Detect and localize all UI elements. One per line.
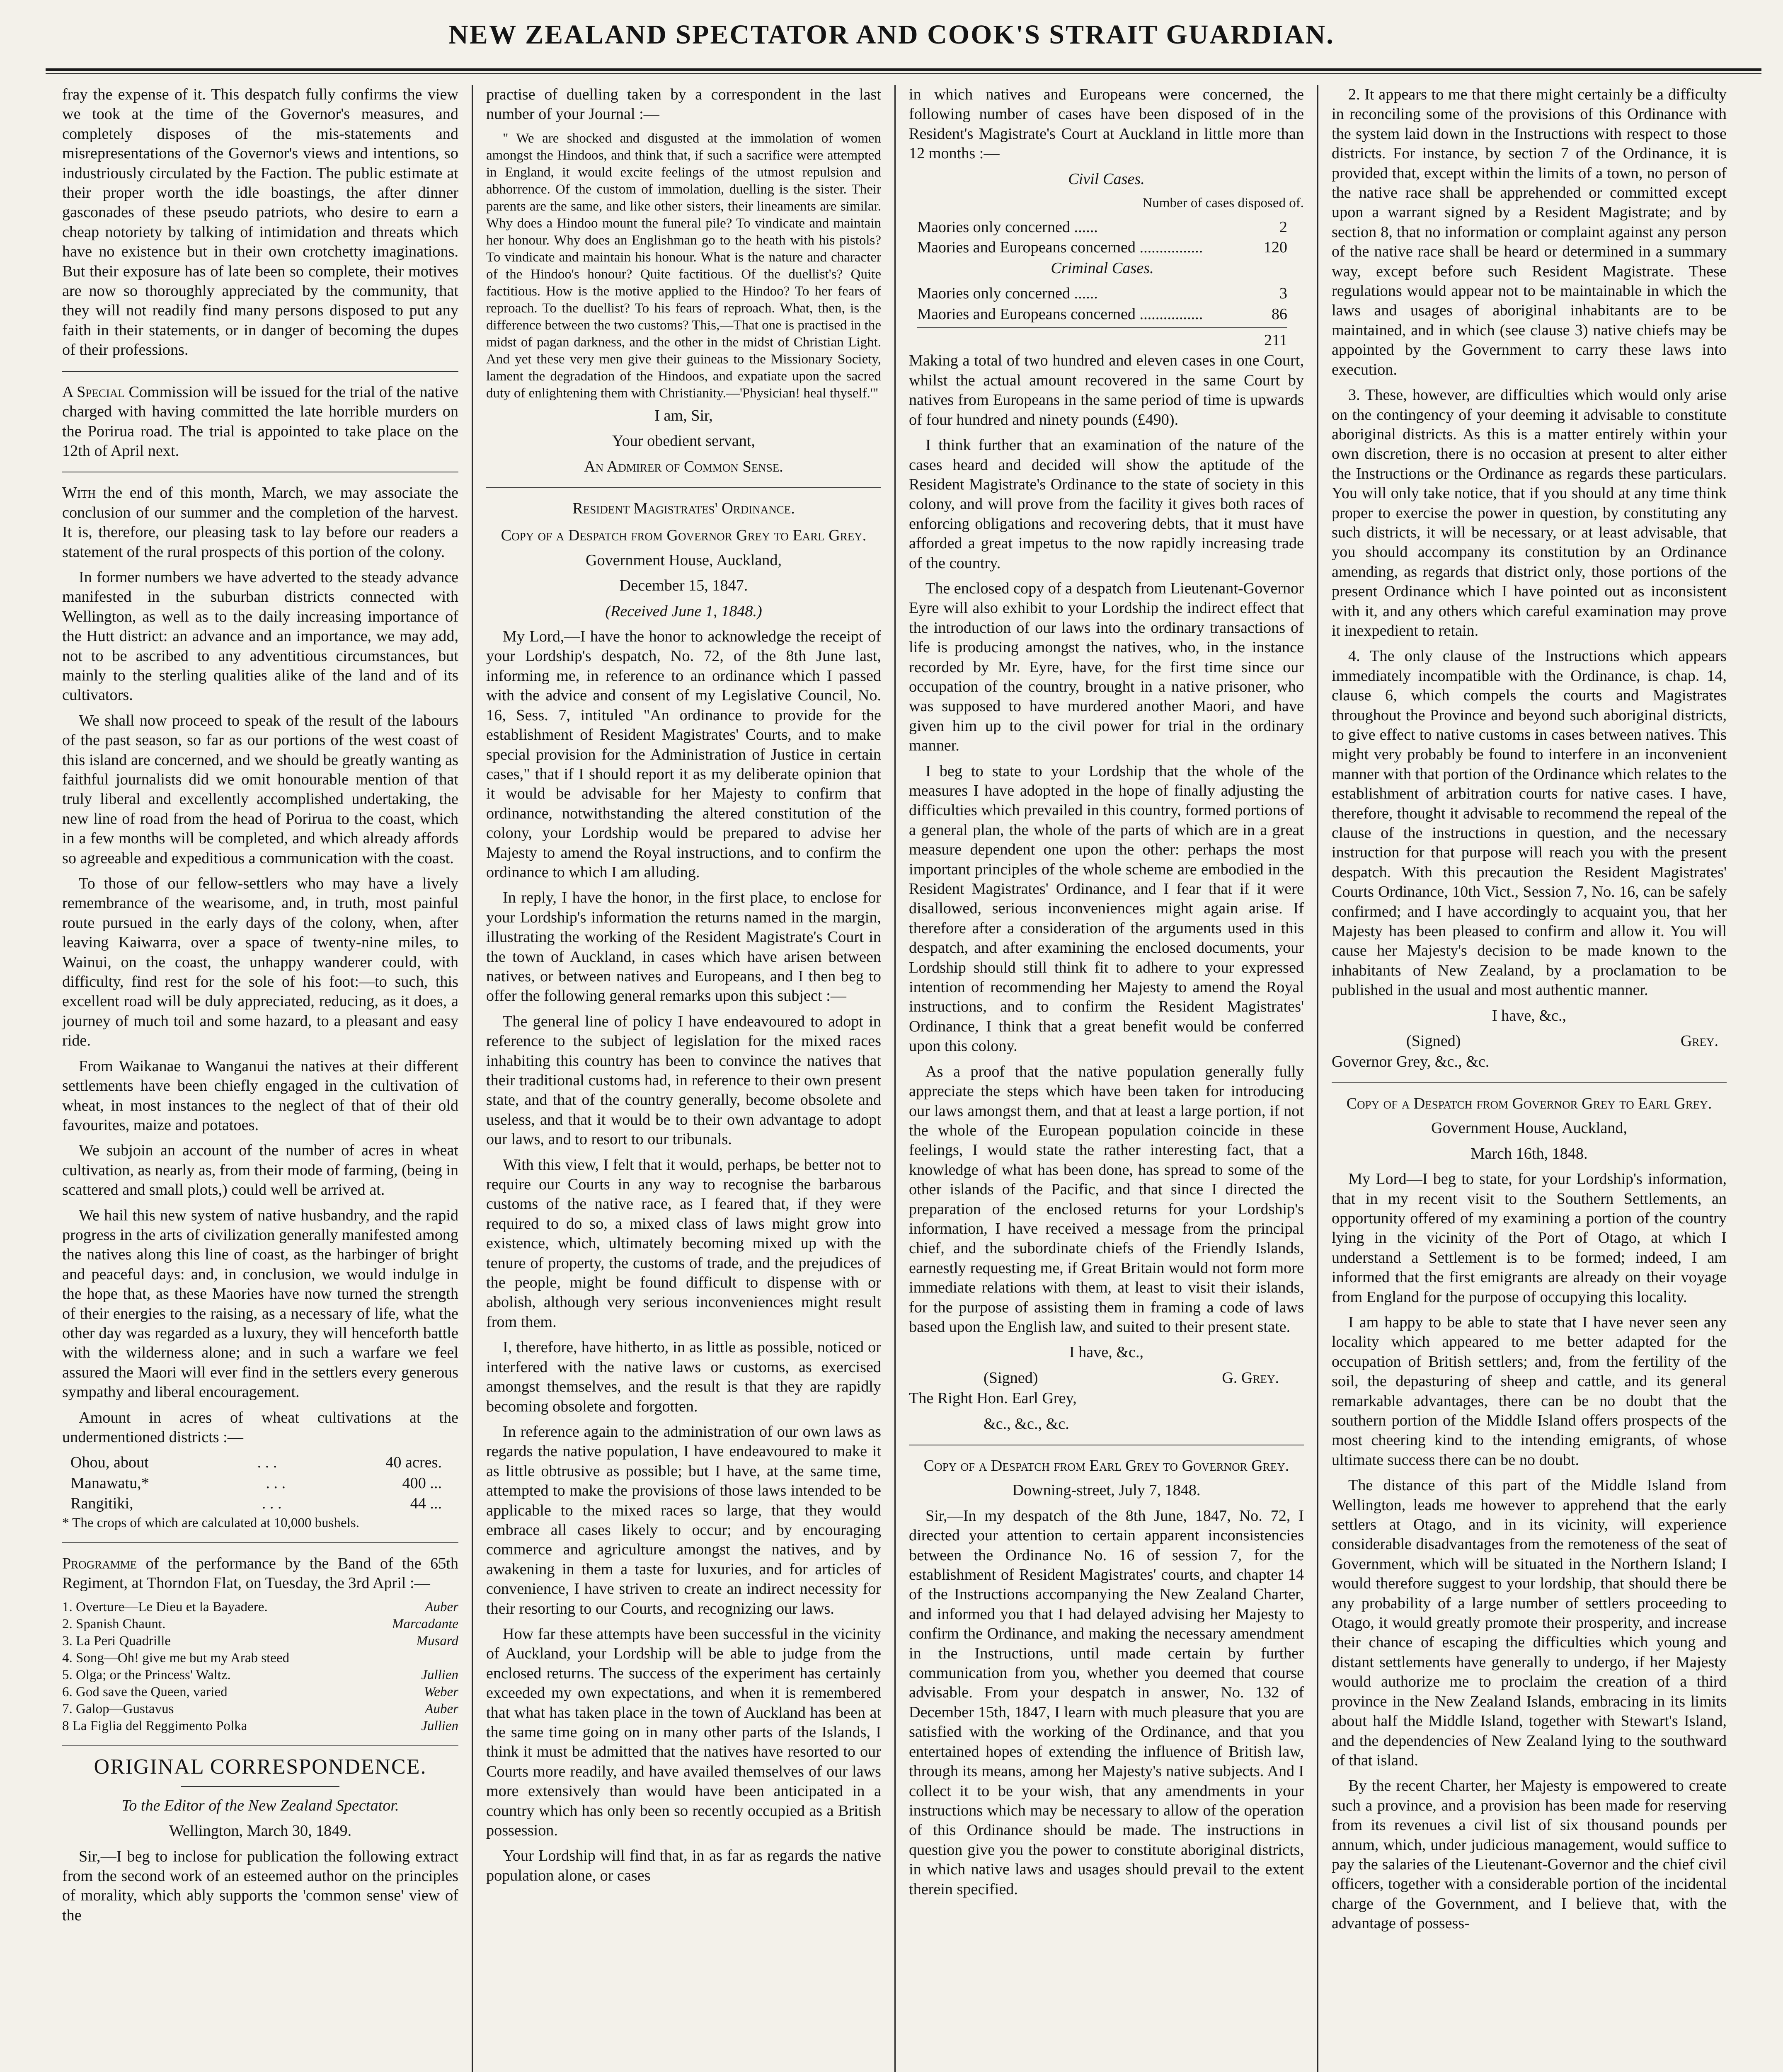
paragraph: By the recent Charter, her Majesty is empowered to create such a province, and a provision has been made for reserving from its revenues a civil list of six thousand pounds per annum, which, under judicious management, would suffice to pay the salaries of the Lieutenant-Governor and the chief civil officers, together with a considerable portion of the incidental charge of the Government, and I believe that, with the advantage of possess- [1332, 1777, 1727, 1932]
paragraph-text: of the performance by the Band of the 65th Regiment, at Thorndon Flat, on Tuesday, the 3rd April :— [62, 1554, 458, 1592]
paragraph: in which natives and Europeans were concerned, the following number of cases have been disposed of in the Resident's Magistrate's Court at Auckland in little more than 12 months :— [909, 86, 1304, 162]
acres-row [70, 1453, 442, 1472]
divider [62, 1542, 458, 1543]
program-title: 1. Overture—Le Dieu et la Bayadere. [62, 1600, 268, 1615]
date-line: December 15, 1847. [619, 577, 748, 595]
program-title: 6. God save the Queen, varied [62, 1685, 228, 1700]
paragraph: I beg to state to your Lordship that the whole of the measures I have adopted in the hope of finally adjusting the difficulties which prevailed in this country, formed portions of a general plan, the whole of the parts of which are in a great measure dependent one upon the other: perhaps the most important principles of the whole scheme are embodied in the Resident Magistrates' Ordinance, and I fear that if it were disallowed, serious inconveniences might again arise. If therefore after a consideration of the arguments used in this despatch, and after examining the enclosed documents, your Lordship should still think fit to adhere to your expressed intention of recommending her Majesty to amend the Royal instructions, and to confirm the Resident Magistrates' Ordinance, I think that a great benefit would be conferred upon this colony. [909, 762, 1304, 1055]
paragraph: In reply, I have the honor, in the first place, to enclose for your Lordship's information the returns named in the margin, illustrating the working of the Resident Magistrate's Court in the town of Auckland, in cases which have arisen between natives, or between natives and Europeans, and I then beg to offer the following general remarks upon this subject :— [486, 889, 881, 1005]
addressee-line: The Right Hon. Earl Grey, [909, 1389, 1077, 1407]
paragraph: Making a total of two hundred and eleven cases in one Court, whilst the actual amount recovered in the same Court by natives from Europeans in the same period of time is upwards of four hundred and ninety pounds (£490). [909, 352, 1304, 428]
despatch-heading: Copy of a Despatch from Earl Grey to Governor Grey. [923, 1457, 1289, 1474]
masthead-rule [46, 68, 1761, 71]
columns [49, 85, 1765, 2072]
acres-row [70, 1494, 442, 1513]
signature-line: I have, &c., [1069, 1343, 1144, 1361]
footnote: * The crops of which are calculated at 10,000 bushels. [62, 1515, 359, 1530]
addressee-line: Governor Grey, &c., &c. [1332, 1053, 1490, 1070]
table-heading: Criminal Cases. [1051, 259, 1154, 277]
program-composer: Jullien [421, 1668, 458, 1683]
program-title: 8 La Figlia del Reggimento Polka [62, 1719, 247, 1734]
table-heading: Civil Cases. [1068, 170, 1145, 188]
program-composer: Musard [416, 1634, 458, 1649]
cases-value: 120 [1263, 239, 1287, 257]
quotation: " We are shocked and disgusted at the immolation of women amongst the Hindoos, and think that, if such a sacrifice were attempted in England, it would excite feelings of the utmost repulsion and abhorrence. Of the custom of immolation, duelling is the sister. Their parents are the same, and like other sisters, their lineaments are similar. Why does a Hindoo mount the funeral pile? To vindicate and maintain her honour. Why does an Englishman go to the heath with his pistols? To vindicate and maintain his honour. What is the nature and character of the Hindoo's honour? Quite factitious. Of the duellist's? Quite factitious. How is the motive applied to the Hindoo? To her fears of reproach. To the duellist? To his fears of reproach. What, then, is the difference between the two customs? This,—That one is practised in the midst of pagan darkness, and the other in the midst of Christian Light. And yet these very men give their guineas to the Missionary Society, lament the degradation of the Hindoos, and expatiate upon the sacred duty of enlightening them with Christianity.—'Physician! heal thyself.'" [486, 131, 881, 401]
acres-place: Manawatu,* [70, 1474, 149, 1492]
paragraph: To those of our fellow-settlers who may have a lively remembrance of the wearisome, and, in truth, most painful route pursued in the early days of the colony, when, after leaving Kaiwarra, over a space of twenty-nine miles, to Wainui, on the coast, the unhappy wanderer could, with difficulty, find rest for the sole of his foot:—to such, this excellent road will be duly appreciated, reducing, as it does, a journey of much toil and some hazard, to a pleasant and easy ride. [62, 875, 458, 1050]
column-1 [49, 85, 472, 2072]
acres-dots: . . . [262, 1495, 282, 1513]
cases-total: 211 [1264, 332, 1287, 349]
paragraph: 2. It appears to me that there might certainly be a difficulty in reconciling some of the provisions of this Ordinance with the system laid down in the Instructions with respect to those districts. For instance, by section 7 of the Ordinance, it is provided that, except within the limits of a town, no person of the native race shall be apprehended or committed except upon a warrant signed by a Resident Magistrate; and by section 8, that no information or complaint against any person of the native race shall be heard or determined in a summary way, except before such Resident Magistrate. These regulations would appear not to be maintainable in which the laws and usages of aboriginal inhabitants are to be maintained, and in which (see clause 3) native chiefs may be appointed by the Government to carry these laws into execution. [1332, 86, 1727, 378]
paragraph: Your Lordship will find that, in as far as regards the native population alone, or cases [486, 1847, 881, 1884]
divider [62, 371, 458, 372]
program-item [62, 1684, 458, 1701]
paragraph: practise of duelling taken by a correspondent in the last number of your Journal :— [486, 86, 881, 123]
column-4 [1317, 85, 1740, 2072]
addressee-line: &c., &c., &c. [984, 1415, 1069, 1433]
section-heading: ORIGINAL CORRESPONDENCE. [94, 1755, 427, 1779]
signature-line: Your obedient servant, [612, 432, 756, 450]
program-item [62, 1650, 458, 1667]
paragraph: The enclosed copy of a despatch from Lieutenant-Governor Eyre will also exhibit to your Lordship the indirect effect that the introduction of our laws into the ordinary transactions of life is producing amongst the natives, who, in the instance recorded by Mr. Eyre, have, for the first time since our occupation of the country, brought in a native prisoner, who was supposed to have murdered another Maori, and have given him up to the civil power for trial in the ordinary manner. [909, 579, 1304, 755]
program-composer: Weber [424, 1685, 458, 1700]
date-line: March 16th, 1848. [1470, 1145, 1588, 1162]
paragraph: Amount in acres of wheat cultivations at the undermentioned districts :— [62, 1409, 458, 1446]
signature-name: An Admirer of Common Sense. [584, 457, 783, 475]
paragraph: The general line of policy I have endeavoured to adopt in reference to the subject of legislation for the mixed races inhabiting this country has been to convince the natives that their traditional customs had, in reference to their own present state, and that of the country generally, become obsolete and useless, and that it would be to their own advantage to adopt our laws, and to resort to our tribunals. [486, 1012, 881, 1148]
lead-word: With [62, 484, 96, 502]
received-line: (Received June 1, 1848.) [605, 602, 762, 620]
divider [486, 487, 881, 488]
signature-name: G. Grey. [1222, 1369, 1279, 1387]
lead-word: A Special [62, 383, 125, 401]
acres-value: 400 ... [402, 1474, 442, 1492]
paragraph: With this view, I felt that it would, perhaps, be better not to require our Courts in any way to recognise the barbarous customs of the native race, as I feared that, if they were required to do so, a mixed class of laws might grow into existence, which, ultimately becoming mixed up with the tenure of property, the customs of trade, and the prejudices of the people, might be found difficult to dispense with or abolish, although very serious inconveniences might result from them. [486, 1156, 881, 1331]
program-title: 7. Galop—Gustavus [62, 1702, 174, 1717]
program-item [62, 1599, 458, 1616]
cases-value: 3 [1279, 285, 1287, 303]
program-list [62, 1599, 458, 1735]
salutation-heading: To the Editor of the New Zealand Spectator. [121, 1796, 399, 1814]
section-heading: Resident Magistrates' Ordinance. [572, 500, 795, 518]
paragraph: My Lord,—I have the honor to acknowledge the receipt of your Lordship's despatch, No. 72, of the 8th June last, informing me, in reference to an ordinance which I passed with the advice and consent of my Legislative Council, No. 16, Sess. 7, intituled "An ordinance to provide for the establishment of Resident Magistrates' Courts, and to make special provision for the Administration of Justice in certain cases," that if I should report it as my deliberate opinion that it would be advisable for her Majesty to confirm that ordinance, notwithstanding the altered constitution of the colony, your Lordship would be prepared to advise her Majesty to amend the Royal instructions, and to confirm the ordinance to which I am alluding. [486, 628, 881, 881]
cases-table [909, 218, 1304, 350]
acres-place: Rangitiki, [70, 1495, 133, 1513]
signature-line [909, 1368, 1304, 1388]
column-2 [472, 85, 894, 2072]
program-item [62, 1667, 458, 1684]
acres-dots: . . . [266, 1474, 286, 1492]
divider [1332, 1082, 1727, 1083]
despatch-heading: Copy of a Despatch from Governor Grey to Earl Grey. [1346, 1094, 1712, 1112]
cases-label: Maories and Europeans concerned ................ [917, 239, 1203, 257]
paragraph-text: the end of this month, March, we may associate the conclusion of our summer and the completion of the harvest. It is, therefore, our pleasing task to lay before our readers a statement of the rural prospects of this portion of the colony. [62, 484, 458, 561]
table-column-heading: Number of cases disposed of. [1142, 196, 1304, 211]
paragraph: I think further that an examination of the nature of the cases heard and decided will show the aptitude of the Resident Magistrate's Ordinance to the state of society in this colony, and will prove from the facility it gives both races of enforcing obligations and recovering debts, that it must have afforded a great impetus to the now rapidly increasing trade of the country. [909, 436, 1304, 572]
program-title: 4. Song—Oh! give me but my Arab steed [62, 1651, 290, 1666]
paragraph: From Waikanae to Wanganui the natives at their different settlements have been chiefly engaged in the cultivation of wheat, in most instances to the neglect of that of their old favourites, maize and potatoes. [62, 1057, 458, 1134]
paragraph: I am happy to be able to state that I have never seen any locality which appeared to me better adapted for the occupation of British settlers; and, from the fertility of the soil, the depasturing of sheep and cattle, and its general remarkable advantages, there can be no doubt that the southern portion of the Middle Island offers prospects of the most cheering kind to the intending emigrants, of whose ultimate success there can be no doubt. [1332, 1313, 1727, 1469]
program-item [62, 1701, 458, 1718]
cases-row [917, 305, 1287, 324]
paragraph: 4. The only clause of the Instructions which appears immediately incompatible with the Ordinance, is chap. 14, clause 6, which compels the courts and Magistrates throughout the Province and beyond such aboriginal districts, to give effect to native customs in cases between natives. This might very probably be found to interfere in an inconvenient manner with that portion of the Ordinance which relates to the establishment of arbitration courts for native cases. I have, therefore, thought it advisable to recommend the repeal of the clause of the instructions in question, and the necessary instruction for that purpose will reach you with the present despatch. With this precaution the Resident Magistrates' Courts Ordinance, 10th Vict., Session 7, No. 16, can be safely confirmed; and I have accordingly to acquaint you, that her Majesty has been pleased to confirm and allow it. You will cause her Majesty's decision to be made known to the inhabitants of New Zealand, by a proclamation to be published in the usual and most authentic manner. [1332, 647, 1727, 999]
signature-line [1332, 1031, 1727, 1051]
paragraph: fray the expense of it. This despatch fully confirms the view we took at the time of the Governor's measures, and completely disposes of the mis-statements and misrepresentations of the Governor's views and intentions, so industriously circulated by the Faction. The public estimate at their proper worth the idle boastings, the after dinner gasconades of these pseudo patriots, who desire to earn a cheap notoriety by talking of intimidation and threats which have no existence but in their own crotchetty imaginations. But their exposure has of late been so complete, their motives are now so thoroughly appreciated by the community, that they will not readily find many persons disposed to put any faith in their statements, or in danger of becoming the dupes of their professions. [62, 86, 458, 359]
program-title: 2. Spanish Chaunt. [62, 1617, 166, 1632]
despatch-heading: Copy of a Despatch from Governor Grey to Earl Grey. [501, 527, 867, 545]
signed-label: (Signed) [984, 1369, 1038, 1387]
paragraph-text: Commission will be issued for the trial of the native charged with having committed the late horrible murders on the Porirua road. The trial is appointed to take place on the 12th of April next. [62, 383, 458, 460]
cases-total-row [917, 327, 1287, 350]
cases-row [917, 284, 1287, 303]
paragraph: Sir,—I beg to inclose for publication the following extract from the second work of an esteemed author on the principles of morality, which ably supports the 'common sense' view of the [62, 1847, 458, 1924]
signature-name: Grey. [1680, 1032, 1718, 1050]
paragraph: My Lord—I beg to state, for your Lordship's information, that in my recent visit to the Southern Settlements, an opportunity offered of my examining a portion of the country lying in the vicinity of the Port of Otago, at which I understand a Settlement is to be formed; indeed, I am informed that the first emigrants are already on their voyage from England for the purpose of occupying this locality. [1332, 1170, 1727, 1306]
paragraph [62, 382, 458, 461]
program-composer: Marcadante [392, 1617, 458, 1632]
program-item [62, 1616, 458, 1633]
paragraph: Sir,—In my despatch of the 8th June, 1847, No. 72, I directed your attention to certain apparent inconsistencies between the Ordinance No. 16 of session 7, for the establishment of Resident Magistrates' courts, and chapter 14 of the Instructions accompanying the New Zealand Charter, and informed you that I had delayed advising her Majesty to confirm the Ordinance, and making the necessary amendment in the Instructions, until made certain by further communication from you, whether you deemed that course advisable. From your despatch in answer, No. 132 of December 15th, 1847, I learn with much pleasure that you are satisfied with the working of the Ordinance, and that you entertained hopes of extending the influence of British law, through its means, among her Majesty's native subjects. And I collect it to be your wish, that any amendments in your instructions which may be necessary to allow of the operation of this Ordinance should be made. The instructions in question give you the power to constitute aboriginal districts, in which native laws and usages should prevail to the extent therein specified. [909, 1507, 1304, 1898]
paragraph: The distance of this part of the Middle Island from Wellington, leads me however to apprehend that the early settlers at Otago, and in its vicinity, will experience considerable disadvantages from the remoteness of the seat of Government, which will be situated in the Northern Island; I would therefore suggest to your lordship, that should there be any probability of a large number of settlers proceeding to Otago, it would greatly promote their prosperity, and increase their chance of escaping the difficulties which young and distant settlements have generally to undergo, if her Majesty would authorize me to proclaim the creation of a third province in the New Zealand Islands, embracing in its limits about half the Middle Island, together with Stewart's Island, and the dependencies of New Zealand lying to the southward of that island. [1332, 1477, 1727, 1769]
date-line: Downing-street, July 7, 1848. [1012, 1481, 1201, 1499]
paragraph: As a proof that the native population generally fully appreciate the steps which have been taken for introducing our laws amongst them, and that at least a large portion, if not the whole of the European population coincide in these feelings, I would state the rather interesting fact, that a knowledge of what has been done, has spread to some of the other islands of the Pacific, and that since I directed the preparation of the enclosed returns for your Lordship's information, I have received a message from the principal chief, and the subordinate chiefs of the Friendly Islands, earnestly requesting me, if Great Britain would not form more immediate relations with them, at least to visit their islands, for the purpose of assisting them in framing a code of laws based upon the English law, and suited to their present state. [909, 1063, 1304, 1336]
address-line: Government House, Auckland, [586, 551, 782, 569]
paragraph: I, therefore, have hitherto, in as little as possible, noticed or interfered with the native laws or customs, as exercised amongst themselves, and the result is that they are rapidly becoming obsolete and forgotten. [486, 1339, 881, 1415]
cases-label: Maories only concerned ...... [917, 218, 1098, 236]
program-item [62, 1718, 458, 1735]
signed-label: (Signed) [1406, 1032, 1461, 1050]
paragraph: In former numbers we have adverted to the steady advance manifested in the suburban districts connected with Wellington, as well as to the daily increasing importance of the Hutt district: an advance and an importance, we may add, not to be ascribed to any adventitious circumstances, but mainly to the sterling qualities alike of the land and of its cultivators. [62, 568, 458, 704]
dateline: Wellington, March 30, 1849. [169, 1822, 352, 1840]
masthead: NEW ZEALAND SPECTATOR AND COOK'S STRAIT GUARDIAN. [448, 19, 1335, 50]
cases-label: Maories and Europeans concerned ................ [917, 305, 1203, 323]
acres-row [70, 1474, 442, 1493]
paragraph: How far these attempts have been successful in the vicinity of Auckland, your Lordship will be able to judge from the enclosed returns. The success of the experiment has certainly exceeded my own expectations, and when it is remembered that what has taken place in the town of Auckland has been at the same time going on in many other parts of the Islands, I think it must be admitted that the natives have resorted to our Courts more readily, and have availed themselves of our laws more extensively than would have been anticipated in a country which has only been so recently occupied as a British possession. [486, 1625, 881, 1840]
cases-row [917, 218, 1287, 237]
program-title: 5. Olga; or the Princess' Waltz. [62, 1668, 231, 1683]
cases-value: 2 [1279, 218, 1287, 236]
divider [62, 1745, 458, 1746]
program-title: 3. La Peri Quadrille [62, 1634, 171, 1649]
paragraph [62, 1554, 458, 1593]
paragraph: We subjoin an account of the number of acres in wheat cultivation, as nearly as, from their mode of farming, (being in scattered and small plots,) could well be arrived at. [62, 1142, 458, 1199]
program-item [62, 1633, 458, 1650]
acres-value: 44 ... [410, 1495, 442, 1513]
signature-line: I am, Sir, [654, 407, 713, 424]
paragraph: We shall now proceed to speak of the result of the labours of the past season, so far as our portions of the west coast of this island are concerned, and we should be greatly wanting as faithful journalists did we omit honourable mention of that truly liberal and excellently accomplished undertaking, the new line of road from the head of Porirua to the coast, which in a few months will be completed, and which already affords so agreeable and expeditious a communication with the coast. [62, 712, 458, 867]
paragraph [62, 483, 458, 562]
program-composer: Auber [425, 1702, 458, 1717]
column-3 [894, 85, 1317, 2072]
lead-word: Programme [62, 1554, 137, 1572]
paragraph: In reference again to the administration of our own laws as regards the native population, I have endeavoured to make it as little obtrusive as possible; but I have, at the same time, attempted to make the provisions of those laws intended to be applicable to the mixed races so large, that they would embrace all cases likely to occur; and by encouraging commerce and agriculture amongst the natives, and by awakening in them a taste for luxuries, and for articles of convenience, I have striven to create an indirect necessity for their resorting to our Courts, and recognizing our laws. [486, 1423, 881, 1617]
acres-value: 40 acres. [385, 1454, 442, 1472]
acres-table [62, 1453, 458, 1513]
cases-row [917, 238, 1287, 257]
acres-place: Ohou, about [70, 1454, 149, 1472]
program-composer: Jullien [421, 1719, 458, 1734]
paragraph: 3. These, however, are difficulties which would only arise on the contingency of your deeming it advisable to constitute aboriginal districts. As this is a matter entirely within your own discretion, there is no occasion at present to alter either the Instructions or the Ordinance as regards these particulars. You will only take notice, that if you should at any time think proper to exercise the power in question, by constituting any such districts, it will be necessary, or at least advisable, that you should accompany its constitution by an Ordinance amending, as regards that district only, those portions of the present Ordinance which I have pointed out as inconsistent with it, and any others which careful examination may prove it inexpedient to retain. [1332, 386, 1727, 639]
signature-line: I have, &c., [1492, 1007, 1567, 1024]
address-line: Government House, Auckland, [1431, 1119, 1627, 1137]
divider [181, 1786, 339, 1787]
cases-value: 86 [1271, 305, 1287, 323]
masthead-rule-thin [46, 73, 1761, 74]
paragraph: We hail this new system of native husbandry, and the rapid progress in the arts of civilization generally manifested among the natives along this line of coast, as the harbinger of bright and peaceful days: and, in conclusion, we would indulge in the hope that, as these Maories have now turned the strength of their energies to the raising, as a necessary of life, what the other day was regarded as a luxury, they will henceforth battle with the wilderness alone; and in such a warfare we feel assured the Maori will ever find in the settlers every generous sympathy and liberal encouragement. [62, 1206, 458, 1401]
program-composer: Auber [425, 1600, 458, 1615]
cases-label: Maories only concerned ...... [917, 285, 1098, 303]
acres-dots: . . . [257, 1454, 277, 1472]
